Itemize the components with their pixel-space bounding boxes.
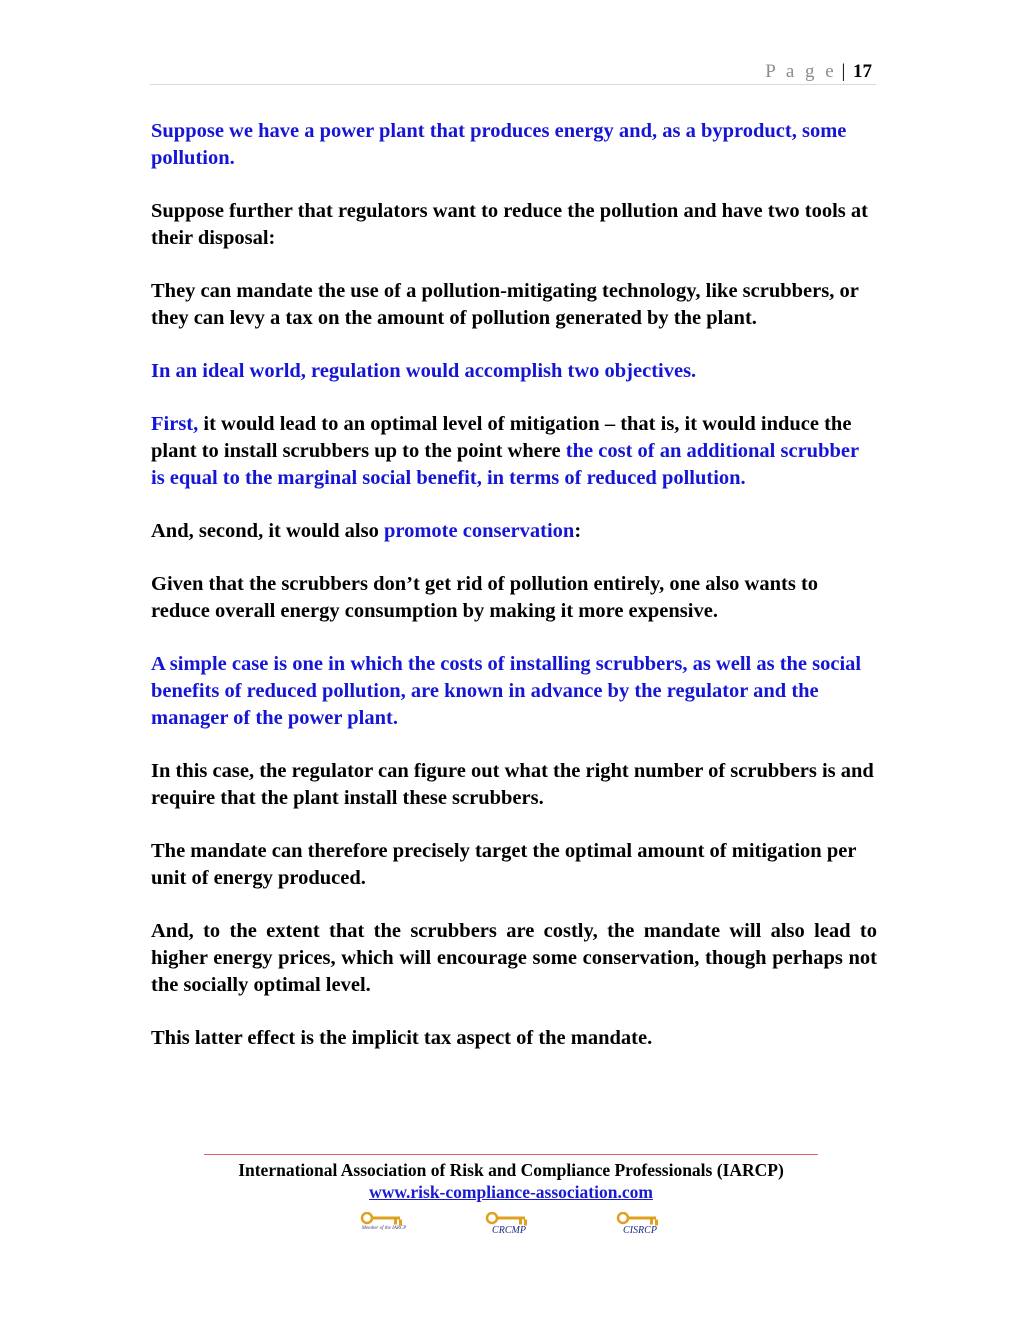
document-body <box>151 118 877 1078</box>
paragraph <box>151 1025 877 1052</box>
paragraph <box>151 411 877 492</box>
paragraph <box>151 651 877 732</box>
paragraph <box>151 358 877 385</box>
body-text-run: This latter effect is the implicit tax aspect of the mandate. <box>151 1027 653 1049</box>
paragraph <box>151 198 877 252</box>
paragraph <box>151 758 877 812</box>
crcmp-logo-caption: CRCMP <box>492 1225 526 1236</box>
paragraph <box>151 838 877 892</box>
crcmp-logo <box>485 1212 533 1240</box>
page-header <box>150 58 876 85</box>
paragraph <box>151 518 877 545</box>
body-text-run: it would lead to an optimal level of mitigation – that is, it would induce the plant to install scrubbers up to the point where <box>151 413 852 462</box>
body-text-run: And, second, it would also <box>151 520 384 542</box>
page-separator: | <box>841 61 846 82</box>
member-logo <box>360 1212 408 1240</box>
body-text-run: They can mandate the use of a pollution-mitigating technology, like scrubbers, or they can levy a tax on the amount of pollution generated by the plant. <box>151 280 859 329</box>
highlighted-text: First, <box>151 413 199 435</box>
cisrcp-logo <box>616 1212 664 1240</box>
paragraph <box>151 571 877 625</box>
footer-logos <box>360 1212 680 1242</box>
paragraph <box>151 278 877 332</box>
key-icon <box>616 1212 664 1226</box>
page-number <box>765 61 872 83</box>
body-text-run: Given that the scrubbers don’t get rid of pollution entirely, one also wants to reduce overall energy consumption by making it more expensive. <box>151 573 819 622</box>
body-text-run: And, to the extent that the scrubbers are costly, the mandate will also lead to higher energy prices, which will encourage some conservation, though perhaps not the socially optimal level. <box>151 920 877 996</box>
highlighted-text: promote conservation <box>383 520 575 542</box>
body-text-run: Suppose further that regulators want to reduce the pollution and have two tools at their disposal: <box>151 200 868 249</box>
highlighted-text: In an ideal world, regulation would accomplish two objectives. <box>151 360 697 382</box>
paragraph <box>151 918 877 999</box>
highlighted-text: A simple case is one in which the costs of installing scrubbers, as well as the social benefits of reduced pollution, are known in advance by the regulator and the manager of the power plant. <box>151 653 862 729</box>
paragraph <box>151 118 877 172</box>
member-logo-caption: Member of the IARCP <box>361 1226 407 1231</box>
page-number-value: 17 <box>853 61 872 82</box>
key-icon <box>485 1212 533 1226</box>
body-text-run: The mandate can therefore precisely target the optimal amount of mitigation per unit of energy produced. <box>151 840 857 889</box>
body-text-run: : <box>574 520 582 542</box>
page-footer <box>204 1154 818 1203</box>
body-text-run: In this case, the regulator can figure out what the right number of scrubbers is and require that the plant install these scrubbers. <box>151 760 874 809</box>
highlighted-text: the cost of an additional scrubber is equal to the marginal social benefit, in terms of reduced pollution. <box>151 440 859 489</box>
footer-organization: International Association of Risk and Compliance Professionals (IARCP) <box>238 1160 784 1180</box>
highlighted-text: Suppose we have a power plant that produces energy and, as a byproduct, some pollution. <box>151 120 847 169</box>
key-icon <box>360 1212 408 1226</box>
page-label: P a g e <box>765 61 837 82</box>
footer-website-link[interactable]: www.risk-compliance-association.com <box>369 1182 653 1202</box>
cisrcp-logo-caption: CISRCP <box>623 1225 657 1236</box>
